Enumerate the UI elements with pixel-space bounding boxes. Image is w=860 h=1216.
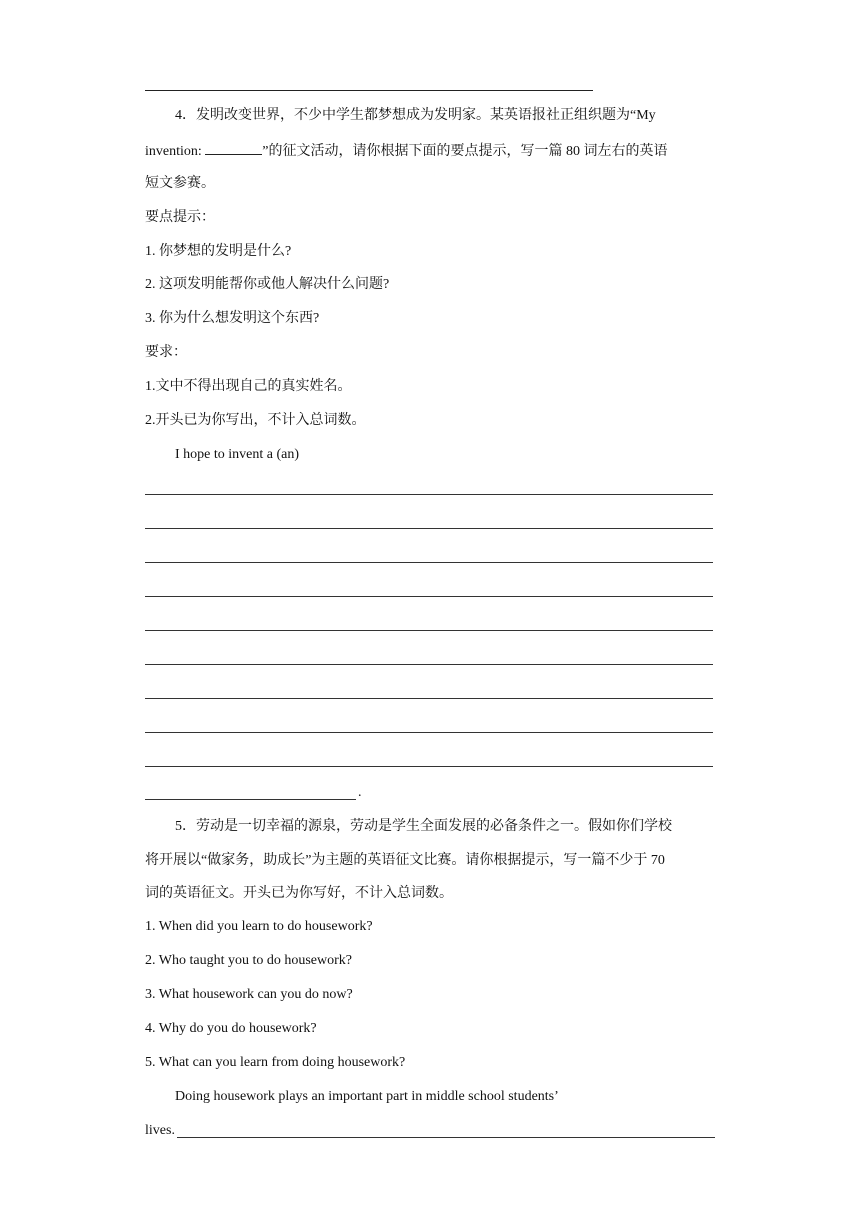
q4-tips-heading: 要点提示： xyxy=(145,210,215,225)
q4-answer-line-6[interactable] xyxy=(145,664,713,665)
q5-intro-line-1: 5．劳动是一切幸福的源泉，劳动是学生全面发展的必备条件之一。假如你们学校 xyxy=(175,819,672,834)
q5-opening-line-1: Doing housework plays an important part in middle school students’ xyxy=(175,1089,559,1104)
q4-answer-line-3[interactable] xyxy=(145,562,713,563)
q4-answer-line-1[interactable] xyxy=(145,494,713,495)
q4-requirement-1: 1.文中不得出现自己的真实姓名。 xyxy=(145,379,352,394)
q4-requirements-heading: 要求： xyxy=(145,345,187,360)
q5-prompt-4: 4. Why do you do housework? xyxy=(145,1021,317,1036)
q4-intro-line-2 xyxy=(145,141,668,161)
q5-answer-line-1[interactable] xyxy=(177,1137,715,1138)
q5-opening-line-2: lives. xyxy=(145,1123,175,1138)
q4-intro-line-3: 短文参赛。 xyxy=(145,176,215,191)
q5-prompt-3: 3. What housework can you do now? xyxy=(145,987,353,1002)
q5-prompt-5: 5. What can you learn from doing housework? xyxy=(145,1055,406,1070)
q4-intro-line-2-start: invention: xyxy=(145,144,206,159)
q4-opening-sentence: I hope to invent a (an) xyxy=(175,447,300,462)
q4-intro-line-2-end: ”的征文活动，请你根据下面的要点提示，写一篇 80 词左右的英语 xyxy=(262,144,668,159)
q5-prompt-1: 1. When did you learn to do housework? xyxy=(145,919,373,934)
q4-tip-2: 2. 这项发明能帮你或他人解决什么问题? xyxy=(145,277,390,292)
q4-answer-line-9[interactable] xyxy=(145,766,713,767)
top-separator-line xyxy=(145,90,593,91)
q4-tip-3: 3. 你为什么想发明这个东西? xyxy=(145,311,320,326)
q4-tip-1: 1. 你梦想的发明是什么? xyxy=(145,244,292,259)
q4-answer-line-8[interactable] xyxy=(145,732,713,733)
q5-intro-line-2: 将开展以“做家务，助成长”为主题的英语征文比赛。请你根据提示，写一篇不少于 70 xyxy=(145,853,665,868)
q5-prompt-2: 2. Who taught you to do housework? xyxy=(145,953,352,968)
q4-answer-line-7[interactable] xyxy=(145,698,713,699)
q4-requirement-2: 2.开头已为你写出，不计入总词数。 xyxy=(145,413,366,428)
q4-answer-line-4[interactable] xyxy=(145,596,713,597)
q5-intro-line-3: 词的英语征文。开头已为你写好，不计入总词数。 xyxy=(145,886,453,901)
q4-end-period: . xyxy=(358,785,362,800)
q4-answer-line-2[interactable] xyxy=(145,528,713,529)
q4-answer-line-10[interactable] xyxy=(145,799,356,800)
q4-intro-line-1: 4．发明改变世界，不少中学生都梦想成为发明家。某英语报社正组织题为“My xyxy=(175,108,656,123)
q4-answer-line-5[interactable] xyxy=(145,630,713,631)
q4-title-blank xyxy=(205,141,262,155)
